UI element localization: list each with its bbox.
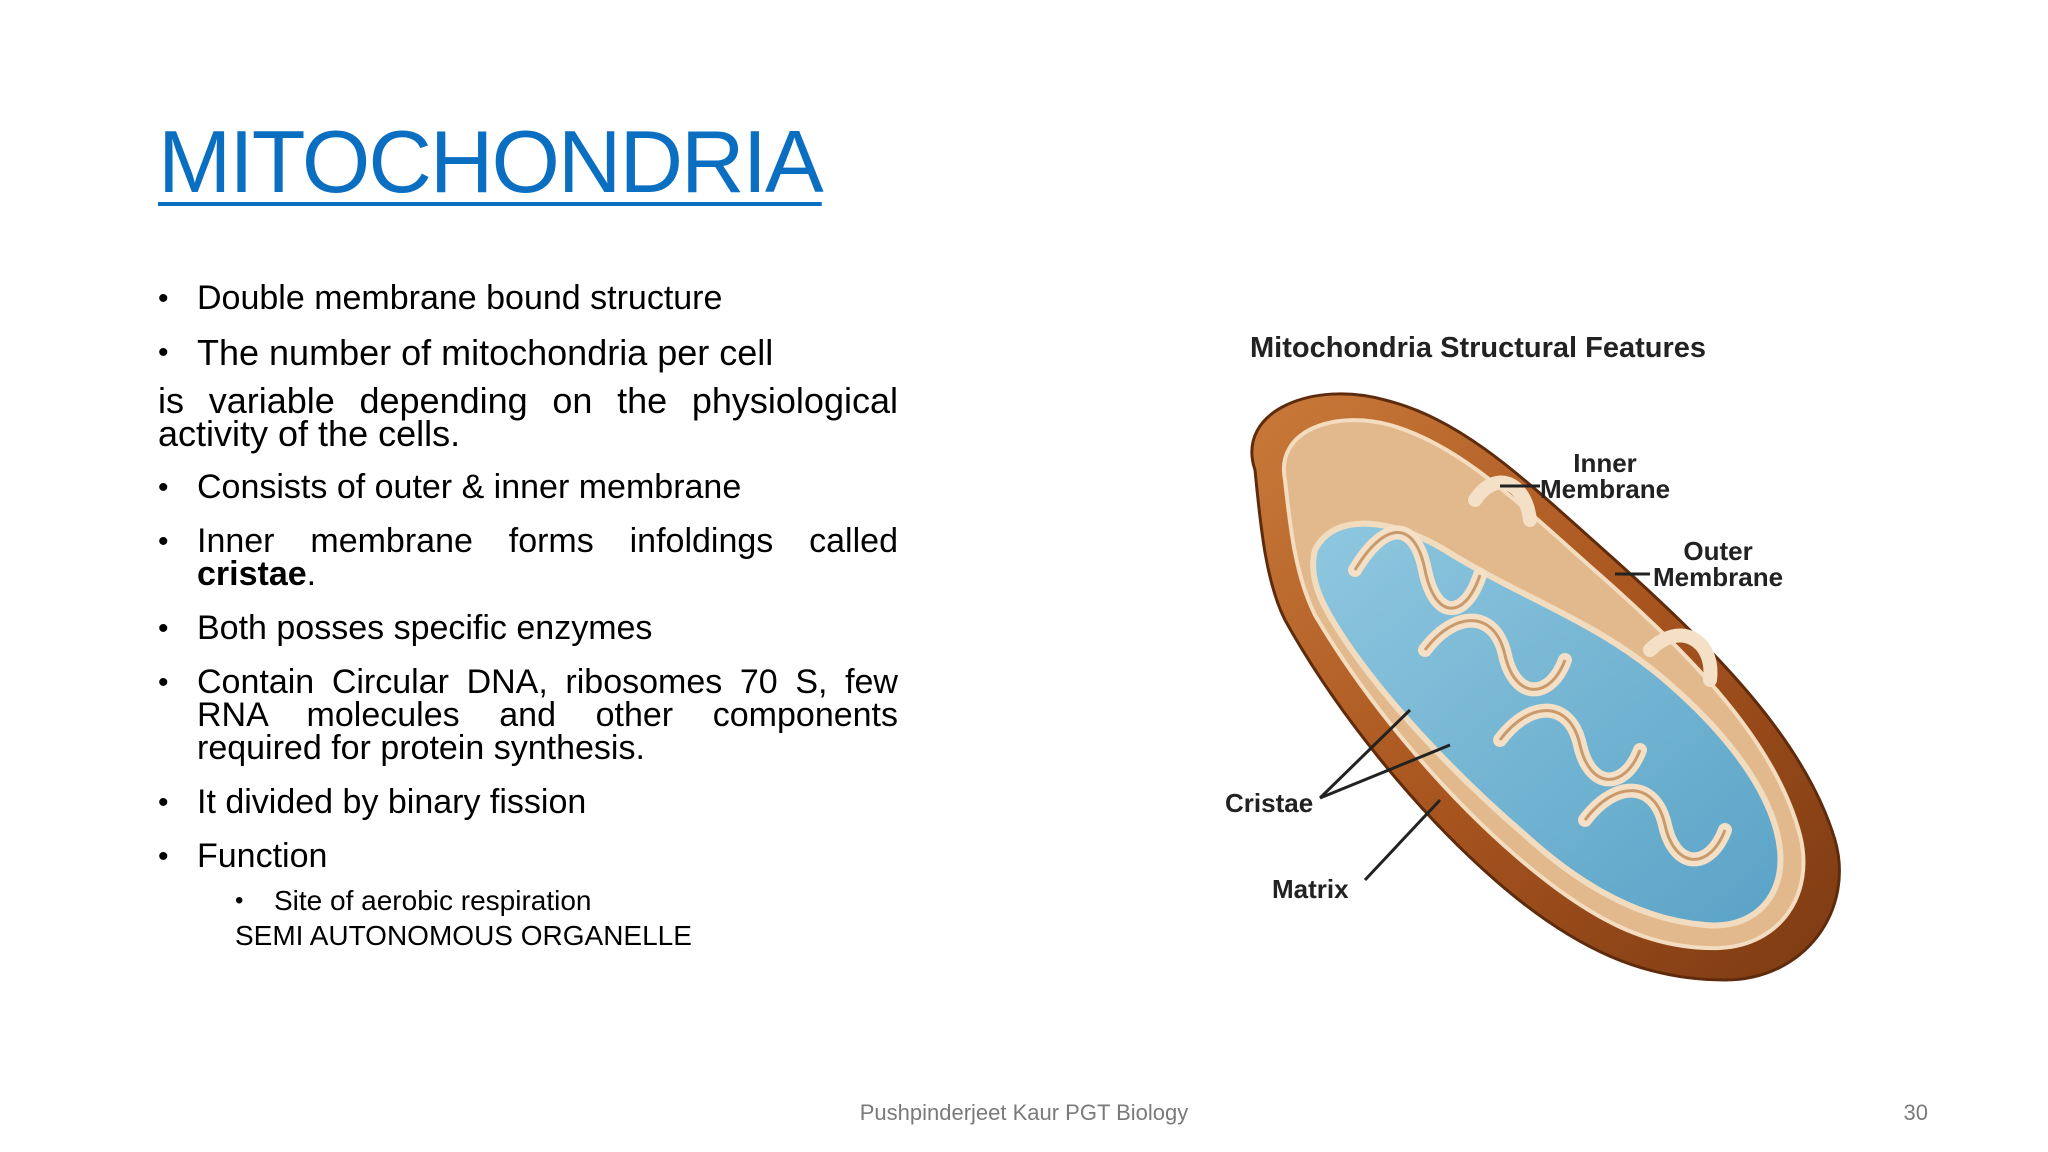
- bullet-text: Both posses specific enzymes: [197, 609, 653, 647]
- bullet-list: [158, 279, 898, 954]
- list-item: [158, 279, 898, 317]
- list-item: [158, 609, 898, 647]
- inner-membrane-text: Inner Membrane: [1540, 448, 1671, 504]
- mitochondria-diagram: [1195, 320, 1915, 1000]
- list-item: [158, 332, 898, 373]
- cristae-term: cristae: [197, 555, 307, 593]
- cristae-label: Cristae: [1225, 788, 1314, 818]
- matrix-label: Matrix: [1272, 874, 1349, 904]
- outer-membrane-label: [1653, 538, 1783, 590]
- figure-title: Mitochondria Structural Features: [1250, 332, 1707, 364]
- sub-list-item: • Site of aerobic respiration: [235, 884, 898, 918]
- list-item: [158, 663, 898, 767]
- inner-membrane-label: [1540, 450, 1670, 502]
- outer-membrane-text: Outer Membrane: [1653, 536, 1784, 592]
- list-item: [158, 837, 898, 875]
- list-item: [158, 468, 898, 506]
- matrix-leader: [1365, 800, 1440, 880]
- list-item: [158, 783, 898, 821]
- bullet-text: Consists of outer & inner membrane: [197, 468, 742, 506]
- bullet-text: Function: [197, 837, 328, 875]
- bullet-punctuation: .: [306, 555, 317, 593]
- list-item: [158, 522, 898, 593]
- bullet-continuation: is variable depending on the physiological activity of the cells.: [158, 380, 898, 454]
- bullet-text: Contain Circular DNA, ribosomes 70 S, few RNA molecules and other components required for protein synthesis.: [197, 663, 898, 767]
- sub-note: SEMI AUTONOMOUS ORGANELLE: [235, 920, 692, 951]
- bullet-text: Double membrane bound structure: [197, 279, 723, 317]
- page-title: MITOCHONDRIA: [158, 112, 822, 211]
- page-number: 30: [1903, 1100, 1928, 1125]
- bullet-text: The number of mitochondria per cell: [197, 332, 774, 373]
- bullet-text: It divided by binary fission: [197, 783, 587, 821]
- bullet-text: Inner membrane forms infoldings called: [197, 522, 898, 560]
- footer-author: Pushpinderjeet Kaur PGT Biology: [859, 1100, 1189, 1125]
